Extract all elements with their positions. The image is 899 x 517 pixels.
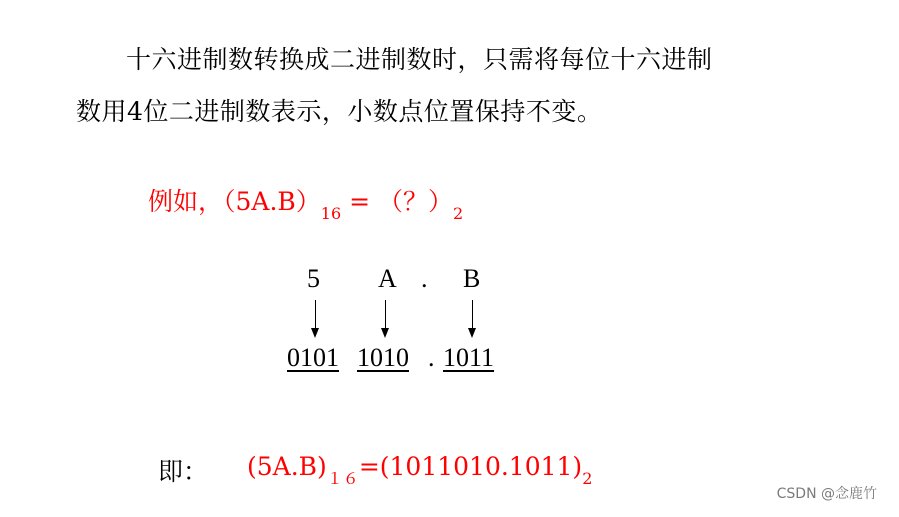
hex-digit-b: B <box>463 264 481 293</box>
binary-group-1: 0101 <box>287 343 339 372</box>
example-lhs: （5A.B） <box>223 187 321 216</box>
binary-group-3: 1011 <box>443 343 495 372</box>
result-eq: = <box>358 452 380 481</box>
hex-point: . <box>421 264 428 293</box>
example-rhs-base: 2 <box>453 204 464 223</box>
hex-digit-a: A <box>378 264 397 293</box>
binary-point: . <box>428 343 435 372</box>
binary-group-2: 1010 <box>357 343 409 372</box>
watermark: CSDN @念鹿竹 <box>776 486 877 502</box>
result-lhs: (5A.B) <box>247 452 327 481</box>
paragraph-line-1: 十六进制数转换成二进制数时，只需将每位十六进制 <box>126 45 713 74</box>
result-rhs-base: 2 <box>582 469 593 488</box>
result-expression <box>247 452 593 488</box>
example-eq: = <box>341 187 378 216</box>
result-lhs-base: １６ <box>326 469 359 488</box>
result-label: 即： <box>158 457 209 486</box>
paragraph-line-2: 数用4位二进制数表示，小数点位置保持不变。 <box>76 97 603 126</box>
example-line <box>148 182 464 223</box>
example-lhs-base: 16 <box>320 204 342 223</box>
example-prefix: 例如， <box>148 187 224 216</box>
result-rhs: (1011010.1011) <box>379 452 583 481</box>
hex-digit-5: 5 <box>307 264 320 293</box>
example-rhs: （？） <box>378 187 454 216</box>
